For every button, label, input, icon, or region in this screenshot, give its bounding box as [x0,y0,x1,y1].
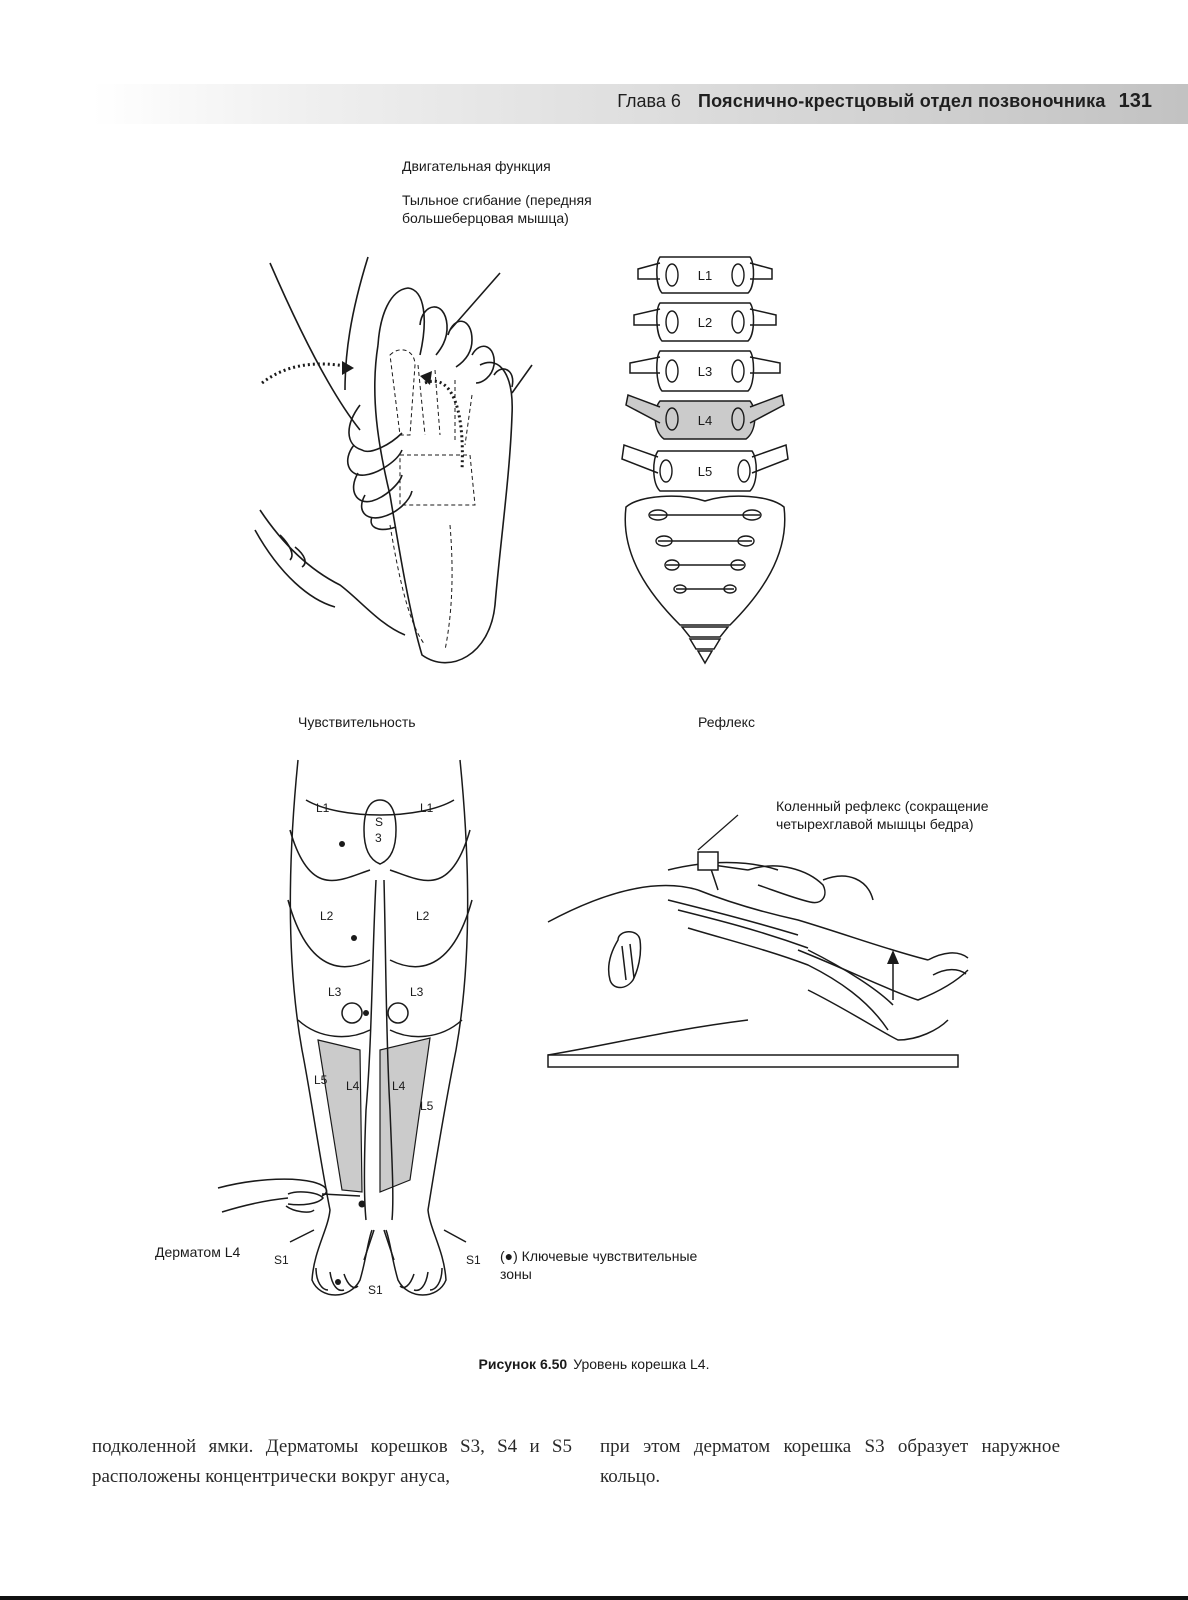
l3-right-label: L3 [410,985,424,999]
s3-top-label: S [375,815,384,829]
body-text-left-column: подколенной ямки. Дерматомы корешков S3, S4 и S5 расположены концентрически вокруг ануса, [92,1436,572,1487]
foot-dorsiflexion-illustration [250,255,550,675]
s3-bottom-label: 3 [375,831,382,845]
vertebra-label-l3: L3 [697,364,713,379]
reflex-heading: Рефлекс [698,714,755,730]
bottom-rule [0,1596,1188,1600]
s1-right-label: S1 [466,1253,481,1267]
chapter-title: Пояснично-крестцовый отдел позвоночника [697,91,1106,111]
l2-left-label: L2 [320,909,334,923]
knee-reflex-label: Коленный рефлекс (сокращение четырехглавой мышцы бедра) [776,798,989,832]
chapter-label: Глава 6 [617,91,681,111]
s1-left-label: S1 [274,1253,289,1267]
key-zones-text: Ключевые чувствительные зоны [500,1248,698,1282]
l4-right-label: L4 [392,1079,406,1093]
knee-reflex-illustration [548,840,968,1090]
vertebra-label-l1: L1 [697,268,713,283]
lumbar-spine-illustration [620,245,790,665]
key-zones-marker: (●) [500,1248,518,1264]
caption-number: Рисунок 6.50 [478,1356,568,1372]
l2-right-label: L2 [416,909,430,923]
l5-left-label: L5 [314,1073,328,1087]
dermatome-l4-label: Дерматом L4 [155,1244,241,1260]
l1-right-label: L1 [420,801,434,815]
key-zones-legend [500,1247,700,1283]
vertebra-label-l4: L4 [697,413,713,428]
sensation-heading: Чувствительность [298,714,416,730]
examiner-hand-illustration [218,1170,368,1240]
l1-left-label: L1 [316,801,330,815]
motor-action-label: Тыльное сгибание (передняя большеберцовая мышца) [402,192,592,226]
page-number: 131 [1118,90,1152,112]
caption-text: Уровень корешка L4. [573,1356,710,1372]
vertebra-label-l2: L2 [697,315,713,330]
l5-right-label: L5 [420,1099,434,1113]
s1-center-label: S1 [368,1283,383,1297]
running-header [92,84,1188,124]
motor-heading: Двигательная функция [402,158,551,174]
vertebra-label-l5: L5 [697,464,713,479]
l3-left-label: L3 [328,985,342,999]
body-text-right-column: при этом дерматом корешка S3 образует наружное кольцо. [600,1436,1060,1487]
figure-caption [0,1356,1188,1372]
l4-left-label: L4 [346,1079,360,1093]
